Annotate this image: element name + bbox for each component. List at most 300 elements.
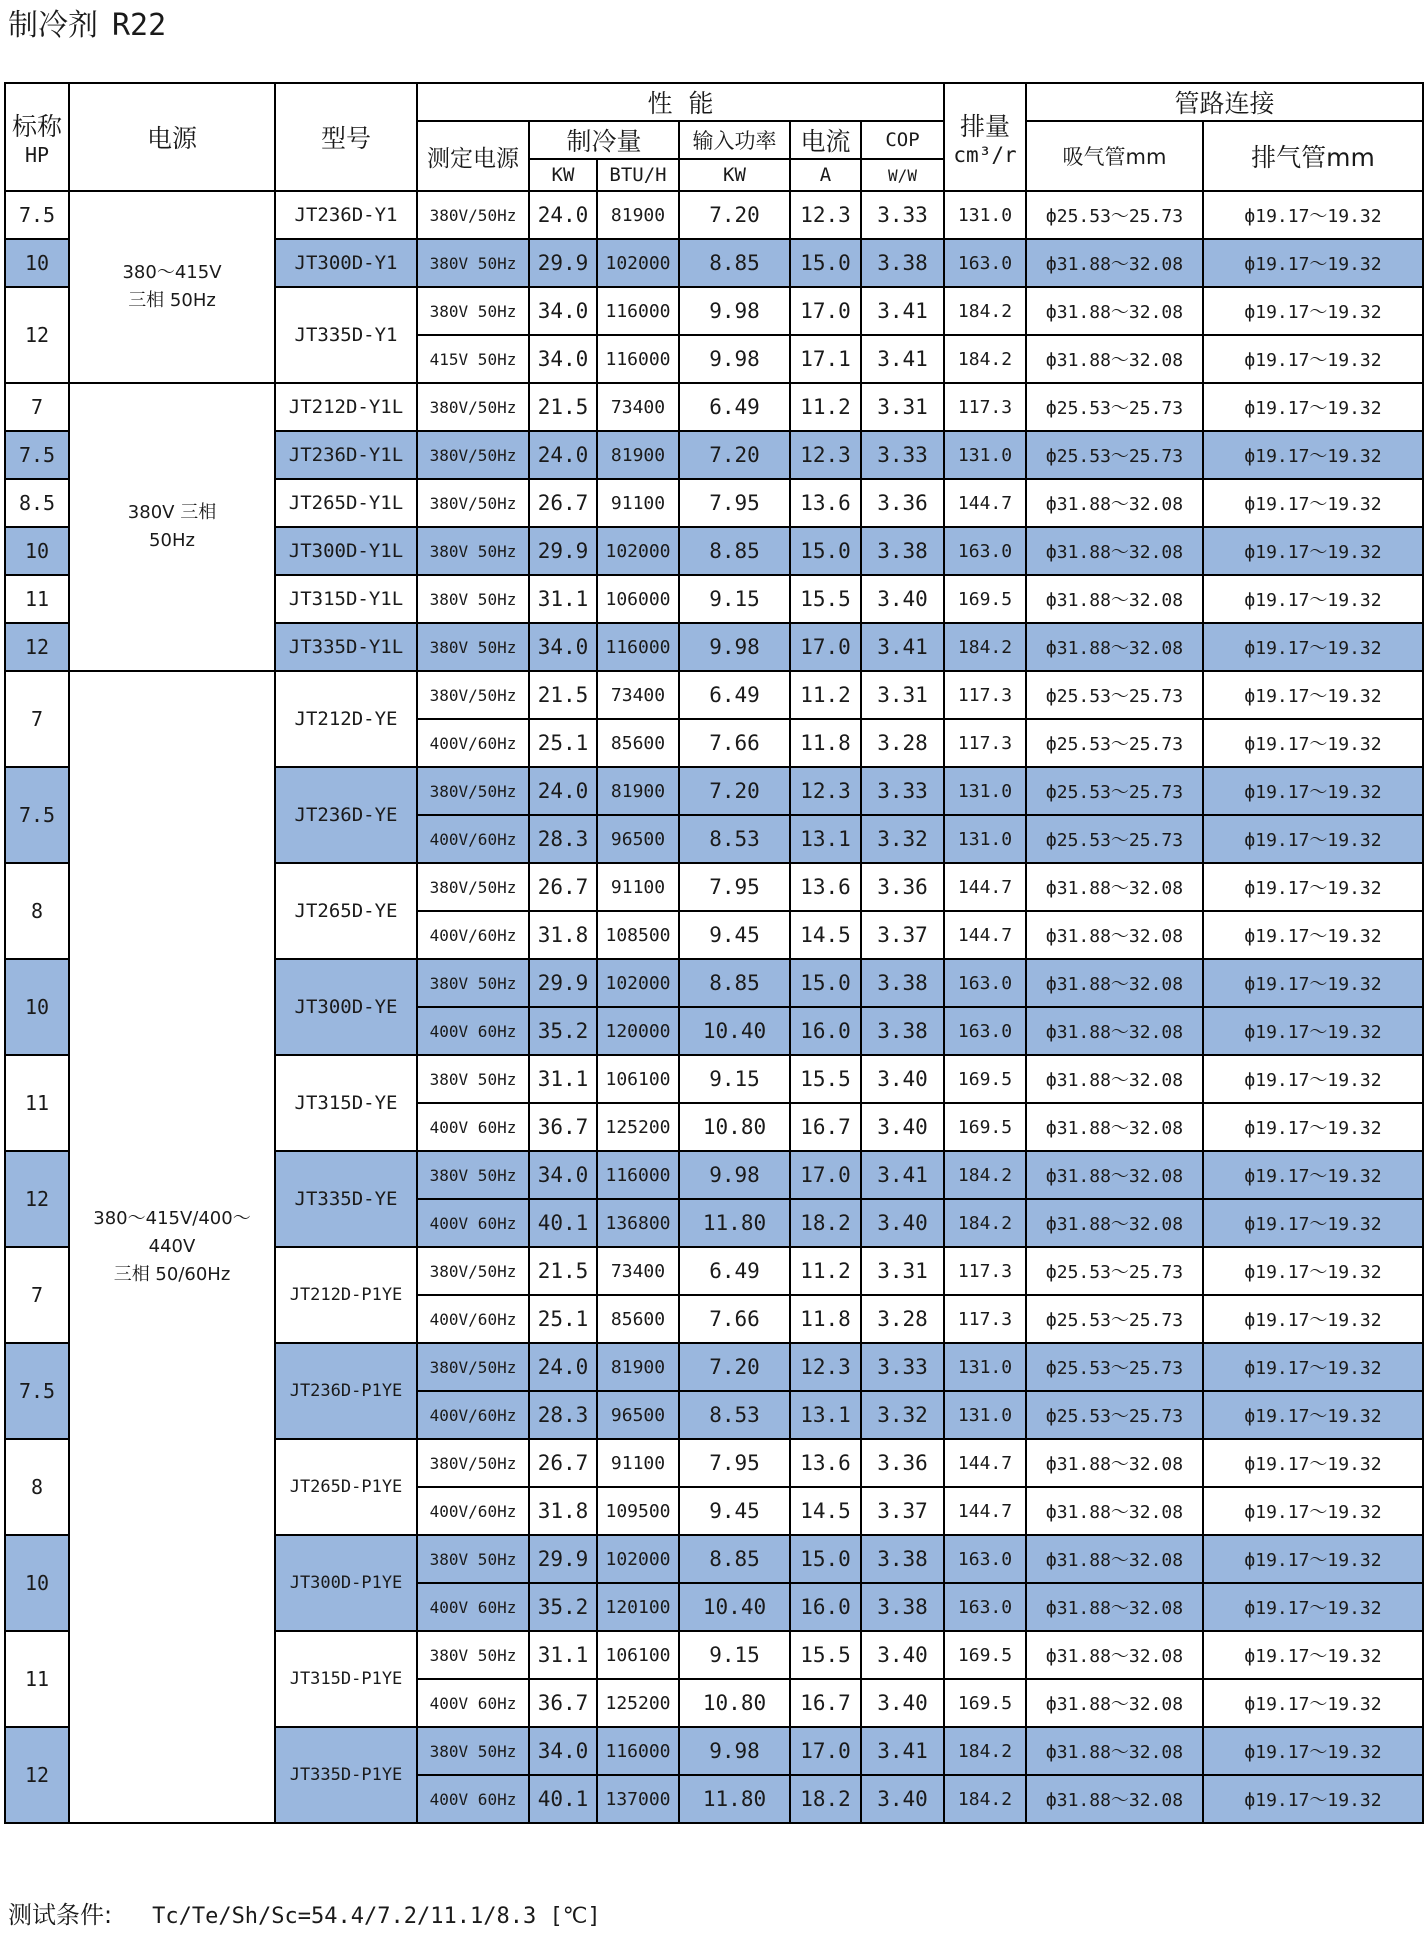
cooling-kw-cell: 34.0 xyxy=(529,335,597,383)
suction-cell: ф25.53～25.73 xyxy=(1026,719,1203,767)
current-cell: 16.0 xyxy=(790,1007,861,1055)
test-power-cell: 400V 60Hz xyxy=(417,1679,529,1727)
discharge-cell: ф19.17～19.32 xyxy=(1203,1343,1423,1391)
suction-cell: ф25.53～25.73 xyxy=(1026,191,1203,239)
cooling-btu-cell: 137000 xyxy=(597,1775,679,1823)
header-cooling: 制冷量 xyxy=(529,121,679,159)
discharge-cell: ф19.17～19.32 xyxy=(1203,1391,1423,1439)
cooling-btu-cell: 73400 xyxy=(597,671,679,719)
input-power-cell: 7.95 xyxy=(679,479,790,527)
model-cell: JT212D-P1YE xyxy=(275,1247,417,1343)
current-cell: 18.2 xyxy=(790,1775,861,1823)
suction-cell: ф25.53～25.73 xyxy=(1026,1391,1203,1439)
discharge-cell: ф19.17～19.32 xyxy=(1203,431,1423,479)
supply-cell: 380～415V/400～ 440V 三相 50/60Hz xyxy=(69,671,275,1823)
cooling-kw-cell: 34.0 xyxy=(529,1151,597,1199)
current-cell: 15.5 xyxy=(790,1631,861,1679)
cop-cell: 3.31 xyxy=(861,1247,944,1295)
cooling-kw-cell: 25.1 xyxy=(529,1295,597,1343)
model-cell: JT335D-P1YE xyxy=(275,1727,417,1823)
test-power-cell: 400V/60Hz xyxy=(417,815,529,863)
model-cell: JT236D-P1YE xyxy=(275,1343,417,1439)
cop-cell: 3.28 xyxy=(861,1295,944,1343)
hp-cell: 7 xyxy=(5,671,69,767)
displacement-cell: 184.2 xyxy=(944,1151,1026,1199)
suction-cell: ф31.88～32.08 xyxy=(1026,239,1203,287)
cooling-kw-cell: 29.9 xyxy=(529,527,597,575)
cop-cell: 3.38 xyxy=(861,527,944,575)
test-power-cell: 380V 50Hz xyxy=(417,527,529,575)
displacement-cell: 131.0 xyxy=(944,1343,1026,1391)
suction-cell: ф31.88～32.08 xyxy=(1026,863,1203,911)
hp-cell: 10 xyxy=(5,959,69,1055)
test-conditions xyxy=(8,1898,601,1934)
model-cell: JT315D-Y1L xyxy=(275,575,417,623)
displacement-cell: 131.0 xyxy=(944,815,1026,863)
test-power-cell: 380V 50Hz xyxy=(417,575,529,623)
cooling-btu-cell: 73400 xyxy=(597,1247,679,1295)
cooling-kw-cell: 40.1 xyxy=(529,1775,597,1823)
cooling-btu-cell: 73400 xyxy=(597,383,679,431)
cop-cell: 3.40 xyxy=(861,575,944,623)
suction-cell: ф31.88～32.08 xyxy=(1026,1055,1203,1103)
header-current: 电流 xyxy=(790,121,861,159)
header-kw: KW xyxy=(529,159,597,191)
cop-cell: 3.40 xyxy=(861,1055,944,1103)
suction-cell: ф31.88～32.08 xyxy=(1026,1151,1203,1199)
cooling-kw-cell: 29.9 xyxy=(529,959,597,1007)
test-power-cell: 400V 60Hz xyxy=(417,1199,529,1247)
suction-cell: ф25.53～25.73 xyxy=(1026,1343,1203,1391)
test-power-cell: 380V 50Hz xyxy=(417,239,529,287)
input-power-cell: 7.20 xyxy=(679,191,790,239)
cop-cell: 3.40 xyxy=(861,1775,944,1823)
header-hp xyxy=(5,83,69,191)
header-model: 型号 xyxy=(275,83,417,191)
hp-cell: 11 xyxy=(5,1631,69,1727)
test-power-cell: 380V/50Hz xyxy=(417,383,529,431)
cooling-kw-cell: 36.7 xyxy=(529,1679,597,1727)
suction-cell: ф25.53～25.73 xyxy=(1026,383,1203,431)
test-power-cell: 380V/50Hz xyxy=(417,191,529,239)
input-power-cell: 9.98 xyxy=(679,1151,790,1199)
displacement-cell: 169.5 xyxy=(944,1055,1026,1103)
input-power-cell: 6.49 xyxy=(679,1247,790,1295)
discharge-cell: ф19.17～19.32 xyxy=(1203,719,1423,767)
current-cell: 11.2 xyxy=(790,671,861,719)
compressor-spec-table xyxy=(4,82,1424,1824)
hp-cell: 12 xyxy=(5,1151,69,1247)
test-power-cell: 380V 50Hz xyxy=(417,1631,529,1679)
cop-cell: 3.40 xyxy=(861,1679,944,1727)
cop-cell: 3.40 xyxy=(861,1631,944,1679)
discharge-cell: ф19.17～19.32 xyxy=(1203,1631,1423,1679)
current-cell: 14.5 xyxy=(790,911,861,959)
displacement-cell: 169.5 xyxy=(944,1103,1026,1151)
current-cell: 11.8 xyxy=(790,719,861,767)
suction-cell: ф31.88～32.08 xyxy=(1026,287,1203,335)
current-cell: 15.0 xyxy=(790,1535,861,1583)
test-power-cell: 400V 60Hz xyxy=(417,1103,529,1151)
cop-cell: 3.31 xyxy=(861,383,944,431)
cooling-btu-cell: 96500 xyxy=(597,1391,679,1439)
input-power-cell: 7.20 xyxy=(679,431,790,479)
model-cell: JT300D-Y1 xyxy=(275,239,417,287)
header-displacement-label: 排量 xyxy=(959,112,1010,141)
model-cell: JT265D-Y1L xyxy=(275,479,417,527)
header-cop: COP xyxy=(861,121,944,159)
displacement-cell: 131.0 xyxy=(944,431,1026,479)
discharge-cell: ф19.17～19.32 xyxy=(1203,671,1423,719)
cop-cell: 3.28 xyxy=(861,719,944,767)
model-cell: JT236D-Y1L xyxy=(275,431,417,479)
discharge-cell: ф19.17～19.32 xyxy=(1203,191,1423,239)
displacement-cell: 117.3 xyxy=(944,671,1026,719)
cooling-kw-cell: 24.0 xyxy=(529,431,597,479)
input-power-cell: 7.66 xyxy=(679,1295,790,1343)
suction-cell: ф31.88～32.08 xyxy=(1026,1007,1203,1055)
cooling-btu-cell: 116000 xyxy=(597,1151,679,1199)
supply-cell: 380V 三相 50Hz xyxy=(69,383,275,671)
current-cell: 11.2 xyxy=(790,1247,861,1295)
cop-cell: 3.36 xyxy=(861,1439,944,1487)
cooling-kw-cell: 21.5 xyxy=(529,671,597,719)
cooling-btu-cell: 136800 xyxy=(597,1199,679,1247)
cooling-btu-cell: 109500 xyxy=(597,1487,679,1535)
current-cell: 16.0 xyxy=(790,1583,861,1631)
cooling-btu-cell: 102000 xyxy=(597,239,679,287)
header-displacement xyxy=(944,83,1026,191)
suction-cell: ф31.88～32.08 xyxy=(1026,1679,1203,1727)
hp-cell: 8 xyxy=(5,863,69,959)
current-cell: 13.1 xyxy=(790,815,861,863)
header-hp-line1: 标称 xyxy=(11,112,62,141)
hp-cell: 7.5 xyxy=(5,191,69,239)
test-power-cell: 400V/60Hz xyxy=(417,911,529,959)
displacement-cell: 131.0 xyxy=(944,1391,1026,1439)
discharge-cell: ф19.17～19.32 xyxy=(1203,575,1423,623)
test-power-cell: 380V 50Hz xyxy=(417,1055,529,1103)
cooling-kw-cell: 36.7 xyxy=(529,1103,597,1151)
current-cell: 15.0 xyxy=(790,959,861,1007)
input-power-cell: 9.98 xyxy=(679,287,790,335)
hp-cell: 11 xyxy=(5,1055,69,1151)
hp-cell: 8.5 xyxy=(5,479,69,527)
displacement-cell: 144.7 xyxy=(944,1487,1026,1535)
cooling-btu-cell: 96500 xyxy=(597,815,679,863)
discharge-cell: ф19.17～19.32 xyxy=(1203,335,1423,383)
discharge-cell: ф19.17～19.32 xyxy=(1203,239,1423,287)
header-current-unit: A xyxy=(790,159,861,191)
discharge-cell: ф19.17～19.32 xyxy=(1203,815,1423,863)
test-power-cell: 380V/50Hz xyxy=(417,479,529,527)
input-power-cell: 7.20 xyxy=(679,767,790,815)
cooling-btu-cell: 85600 xyxy=(597,1295,679,1343)
cop-cell: 3.38 xyxy=(861,1535,944,1583)
cop-cell: 3.41 xyxy=(861,1151,944,1199)
current-cell: 13.6 xyxy=(790,863,861,911)
current-cell: 12.3 xyxy=(790,431,861,479)
discharge-cell: ф19.17～19.32 xyxy=(1203,623,1423,671)
cooling-kw-cell: 29.9 xyxy=(529,1535,597,1583)
cooling-kw-cell: 29.9 xyxy=(529,239,597,287)
discharge-cell: ф19.17～19.32 xyxy=(1203,1295,1423,1343)
test-conditions-label: 测试条件: xyxy=(8,1901,113,1929)
cop-cell: 3.37 xyxy=(861,1487,944,1535)
test-power-cell: 380V/50Hz xyxy=(417,431,529,479)
displacement-cell: 144.7 xyxy=(944,1439,1026,1487)
displacement-cell: 144.7 xyxy=(944,479,1026,527)
suction-cell: ф25.53～25.73 xyxy=(1026,1247,1203,1295)
current-cell: 14.5 xyxy=(790,1487,861,1535)
discharge-cell: ф19.17～19.32 xyxy=(1203,959,1423,1007)
input-power-cell: 6.49 xyxy=(679,383,790,431)
input-power-cell: 9.98 xyxy=(679,335,790,383)
displacement-cell: 163.0 xyxy=(944,527,1026,575)
discharge-cell: ф19.17～19.32 xyxy=(1203,1535,1423,1583)
cooling-btu-cell: 108500 xyxy=(597,911,679,959)
current-cell: 15.5 xyxy=(790,1055,861,1103)
model-cell: JT315D-P1YE xyxy=(275,1631,417,1727)
displacement-cell: 163.0 xyxy=(944,1007,1026,1055)
cop-cell: 3.33 xyxy=(861,767,944,815)
cop-cell: 3.36 xyxy=(861,863,944,911)
cop-cell: 3.38 xyxy=(861,1007,944,1055)
hp-cell: 10 xyxy=(5,239,69,287)
displacement-cell: 144.7 xyxy=(944,911,1026,959)
input-power-cell: 8.85 xyxy=(679,239,790,287)
input-power-cell: 10.40 xyxy=(679,1583,790,1631)
current-cell: 12.3 xyxy=(790,191,861,239)
displacement-cell: 184.2 xyxy=(944,1775,1026,1823)
displacement-cell: 117.3 xyxy=(944,383,1026,431)
model-cell: JT212D-YE xyxy=(275,671,417,767)
hp-cell: 7.5 xyxy=(5,431,69,479)
cooling-btu-cell: 120000 xyxy=(597,1007,679,1055)
supply-cell: 380～415V 三相 50Hz xyxy=(69,191,275,383)
cooling-btu-cell: 91100 xyxy=(597,863,679,911)
input-power-cell: 8.53 xyxy=(679,1391,790,1439)
suction-cell: ф25.53～25.73 xyxy=(1026,1295,1203,1343)
table-header xyxy=(5,83,1423,191)
input-power-cell: 11.80 xyxy=(679,1199,790,1247)
displacement-cell: 169.5 xyxy=(944,575,1026,623)
test-power-cell: 380V/50Hz xyxy=(417,863,529,911)
input-power-cell: 9.98 xyxy=(679,623,790,671)
displacement-cell: 163.0 xyxy=(944,959,1026,1007)
model-cell: JT265D-YE xyxy=(275,863,417,959)
header-discharge: 排气管mm xyxy=(1203,121,1423,191)
discharge-cell: ф19.17～19.32 xyxy=(1203,527,1423,575)
current-cell: 13.1 xyxy=(790,1391,861,1439)
suction-cell: ф25.53～25.73 xyxy=(1026,767,1203,815)
cooling-kw-cell: 26.7 xyxy=(529,1439,597,1487)
cooling-kw-cell: 31.1 xyxy=(529,575,597,623)
displacement-cell: 131.0 xyxy=(944,191,1026,239)
input-power-cell: 9.15 xyxy=(679,575,790,623)
cop-cell: 3.32 xyxy=(861,815,944,863)
current-cell: 17.0 xyxy=(790,1151,861,1199)
discharge-cell: ф19.17～19.32 xyxy=(1203,1055,1423,1103)
header-hp-line2: HP xyxy=(24,143,50,167)
hp-cell: 7 xyxy=(5,383,69,431)
current-cell: 18.2 xyxy=(790,1199,861,1247)
cooling-kw-cell: 31.1 xyxy=(529,1055,597,1103)
hp-cell: 7.5 xyxy=(5,767,69,863)
suction-cell: ф31.88～32.08 xyxy=(1026,1199,1203,1247)
table-body xyxy=(5,191,1423,1823)
cooling-kw-cell: 40.1 xyxy=(529,1199,597,1247)
displacement-cell: 131.0 xyxy=(944,767,1026,815)
header-displacement-unit: cm³/r xyxy=(953,143,1017,167)
input-power-cell: 9.98 xyxy=(679,1727,790,1775)
current-cell: 15.0 xyxy=(790,239,861,287)
cooling-kw-cell: 28.3 xyxy=(529,1391,597,1439)
header-performance: 性 能 xyxy=(417,83,944,121)
input-power-cell: 10.80 xyxy=(679,1679,790,1727)
current-cell: 11.8 xyxy=(790,1295,861,1343)
cooling-btu-cell: 120100 xyxy=(597,1583,679,1631)
input-power-cell: 9.45 xyxy=(679,911,790,959)
test-power-cell: 380V/50Hz xyxy=(417,1439,529,1487)
discharge-cell: ф19.17～19.32 xyxy=(1203,383,1423,431)
current-cell: 12.3 xyxy=(790,1343,861,1391)
cop-cell: 3.40 xyxy=(861,1103,944,1151)
discharge-cell: ф19.17～19.32 xyxy=(1203,1487,1423,1535)
hp-cell: 12 xyxy=(5,623,69,671)
suction-cell: ф31.88～32.08 xyxy=(1026,1535,1203,1583)
discharge-cell: ф19.17～19.32 xyxy=(1203,1679,1423,1727)
input-power-cell: 7.66 xyxy=(679,719,790,767)
discharge-cell: ф19.17～19.32 xyxy=(1203,479,1423,527)
cop-cell: 3.36 xyxy=(861,479,944,527)
suction-cell: ф31.88～32.08 xyxy=(1026,1487,1203,1535)
displacement-cell: 117.3 xyxy=(944,1295,1026,1343)
cooling-btu-cell: 102000 xyxy=(597,959,679,1007)
cooling-btu-cell: 85600 xyxy=(597,719,679,767)
cooling-kw-cell: 35.2 xyxy=(529,1583,597,1631)
suction-cell: ф31.88～32.08 xyxy=(1026,527,1203,575)
model-cell: JT236D-Y1 xyxy=(275,191,417,239)
cooling-btu-cell: 116000 xyxy=(597,287,679,335)
displacement-cell: 184.2 xyxy=(944,1199,1026,1247)
table-row xyxy=(5,383,1423,431)
current-cell: 13.6 xyxy=(790,479,861,527)
model-cell: JT335D-YE xyxy=(275,1151,417,1247)
input-power-cell: 10.40 xyxy=(679,1007,790,1055)
header-cop-unit: W/W xyxy=(861,159,944,191)
cooling-kw-cell: 31.8 xyxy=(529,911,597,959)
test-power-cell: 380V 50Hz xyxy=(417,287,529,335)
title-label: 制冷剂 xyxy=(8,8,98,43)
test-power-cell: 400V 60Hz xyxy=(417,1007,529,1055)
current-cell: 17.0 xyxy=(790,1727,861,1775)
cooling-btu-cell: 91100 xyxy=(597,479,679,527)
suction-cell: ф31.88～32.08 xyxy=(1026,959,1203,1007)
displacement-cell: 117.3 xyxy=(944,719,1026,767)
cooling-kw-cell: 25.1 xyxy=(529,719,597,767)
cooling-btu-cell: 102000 xyxy=(597,527,679,575)
cooling-kw-cell: 31.1 xyxy=(529,1631,597,1679)
test-power-cell: 415V 50Hz xyxy=(417,335,529,383)
test-power-cell: 400V 60Hz xyxy=(417,1583,529,1631)
cop-cell: 3.38 xyxy=(861,239,944,287)
input-power-cell: 8.85 xyxy=(679,959,790,1007)
discharge-cell: ф19.17～19.32 xyxy=(1203,1103,1423,1151)
cop-cell: 3.33 xyxy=(861,191,944,239)
test-power-cell: 400V/60Hz xyxy=(417,719,529,767)
test-power-cell: 400V 60Hz xyxy=(417,1775,529,1823)
suction-cell: ф25.53～25.73 xyxy=(1026,815,1203,863)
test-power-cell: 380V/50Hz xyxy=(417,1343,529,1391)
suction-cell: ф31.88～32.08 xyxy=(1026,1631,1203,1679)
discharge-cell: ф19.17～19.32 xyxy=(1203,1775,1423,1823)
suction-cell: ф31.88～32.08 xyxy=(1026,1775,1203,1823)
displacement-cell: 184.2 xyxy=(944,287,1026,335)
test-conditions-value: Tc/Te/Sh/Sc=54.4/7.2/11.1/8.3 [℃] xyxy=(152,1904,601,1929)
cooling-kw-cell: 35.2 xyxy=(529,1007,597,1055)
test-power-cell: 380V 50Hz xyxy=(417,1151,529,1199)
cop-cell: 3.31 xyxy=(861,671,944,719)
hp-cell: 7.5 xyxy=(5,1343,69,1439)
cooling-kw-cell: 28.3 xyxy=(529,815,597,863)
displacement-cell: 184.2 xyxy=(944,335,1026,383)
model-cell: JT236D-YE xyxy=(275,767,417,863)
cop-cell: 3.33 xyxy=(861,431,944,479)
test-power-cell: 380V/50Hz xyxy=(417,671,529,719)
current-cell: 16.7 xyxy=(790,1679,861,1727)
cooling-kw-cell: 31.8 xyxy=(529,1487,597,1535)
current-cell: 15.5 xyxy=(790,575,861,623)
input-power-cell: 8.53 xyxy=(679,815,790,863)
header-btu: BTU/H xyxy=(597,159,679,191)
cooling-kw-cell: 21.5 xyxy=(529,383,597,431)
model-cell: JT300D-P1YE xyxy=(275,1535,417,1631)
cooling-kw-cell: 26.7 xyxy=(529,863,597,911)
hp-cell: 7 xyxy=(5,1247,69,1343)
current-cell: 16.7 xyxy=(790,1103,861,1151)
displacement-cell: 117.3 xyxy=(944,1247,1026,1295)
test-power-cell: 380V/50Hz xyxy=(417,767,529,815)
test-power-cell: 380V 50Hz xyxy=(417,623,529,671)
cooling-btu-cell: 116000 xyxy=(597,623,679,671)
current-cell: 15.0 xyxy=(790,527,861,575)
suction-cell: ф25.53～25.73 xyxy=(1026,671,1203,719)
suction-cell: ф31.88～32.08 xyxy=(1026,575,1203,623)
input-power-cell: 9.45 xyxy=(679,1487,790,1535)
header-input-kw: KW xyxy=(679,159,790,191)
input-power-cell: 9.15 xyxy=(679,1055,790,1103)
table-row xyxy=(5,671,1423,719)
hp-cell: 10 xyxy=(5,527,69,575)
suction-cell: ф31.88～32.08 xyxy=(1026,1439,1203,1487)
header-test-power: 测定电源 xyxy=(417,121,529,191)
model-cell: JT335D-Y1 xyxy=(275,287,417,383)
cop-cell: 3.37 xyxy=(861,911,944,959)
input-power-cell: 11.80 xyxy=(679,1775,790,1823)
cooling-btu-cell: 81900 xyxy=(597,431,679,479)
model-cell: JT335D-Y1L xyxy=(275,623,417,671)
cooling-btu-cell: 81900 xyxy=(597,1343,679,1391)
hp-cell: 8 xyxy=(5,1439,69,1535)
model-cell: JT300D-YE xyxy=(275,959,417,1055)
input-power-cell: 8.85 xyxy=(679,527,790,575)
cop-cell: 3.41 xyxy=(861,1727,944,1775)
cooling-kw-cell: 26.7 xyxy=(529,479,597,527)
current-cell: 17.0 xyxy=(790,623,861,671)
suction-cell: ф31.88～32.08 xyxy=(1026,1583,1203,1631)
current-cell: 12.3 xyxy=(790,767,861,815)
